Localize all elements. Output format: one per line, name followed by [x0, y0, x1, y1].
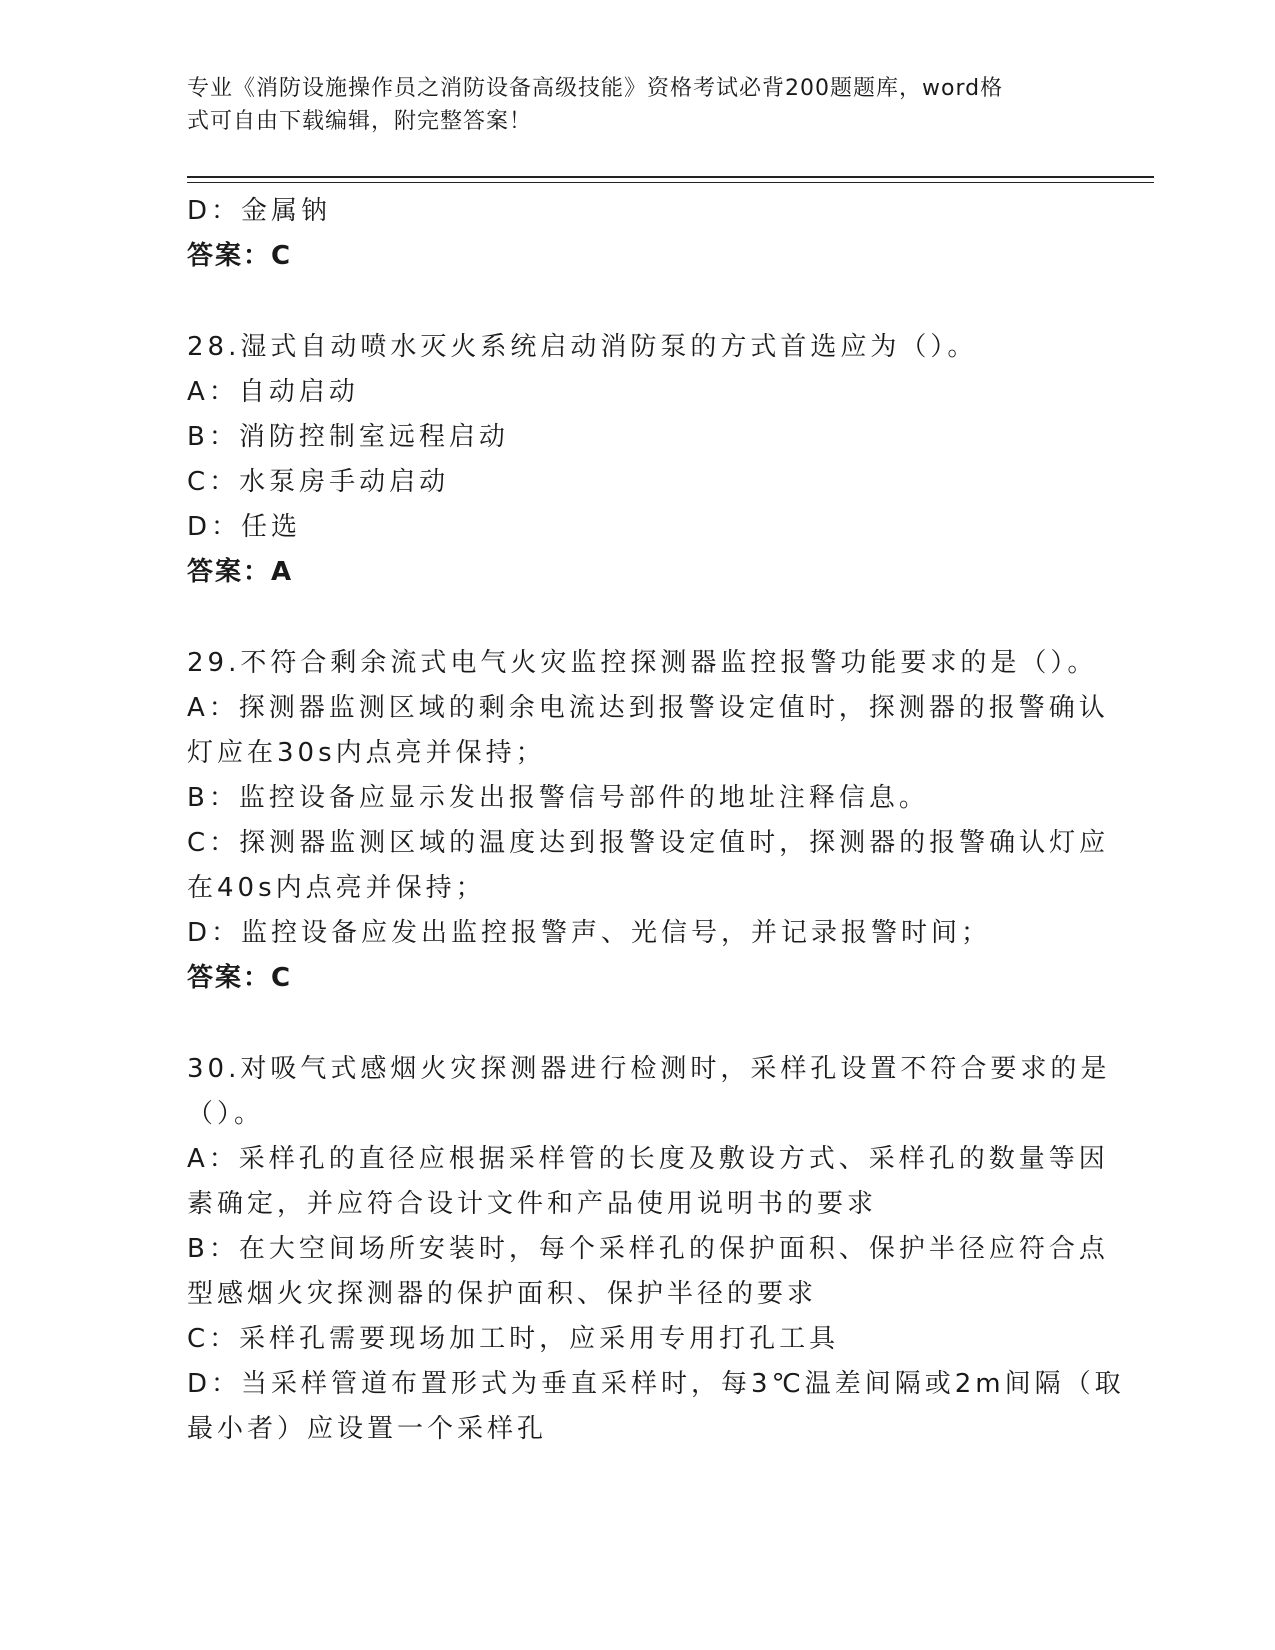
option-b: B：在大空间场所安装时，每个采样孔的保护面积、保护半径应符合点: [187, 1234, 1109, 1264]
option-d: D：当采样管道布置形式为垂直采样时，每3℃温差间隔或2m间隔（取: [187, 1369, 1125, 1399]
option-c: C：水泵房手动启动: [187, 467, 450, 497]
question-29: [187, 641, 1110, 1001]
answer: 答案：A: [187, 557, 294, 587]
question-title: 28.湿式自动喷水灭火系统启动消防泵的方式首选应为（）。: [187, 332, 978, 362]
header-line: 式可自由下载编辑，附完整答案！: [187, 109, 533, 134]
page-header: [187, 72, 1067, 138]
option-a-cont: 灯应在30s内点亮并保持；: [187, 738, 546, 768]
option-c: C：采样孔需要现场加工时，应采用专用打孔工具: [187, 1324, 840, 1354]
option-d-cont: 最小者）应设置一个采样孔: [187, 1414, 548, 1444]
option-a: A：自动启动: [187, 377, 359, 407]
option-a-cont: 素确定，并应符合设计文件和产品使用说明书的要求: [187, 1189, 878, 1219]
option-d: D：监控设备应发出监控报警声、光信号，并记录报警时间；: [187, 918, 992, 948]
option-a: A：探测器监测区域的剩余电流达到报警设定值时，探测器的报警确认: [187, 693, 1109, 723]
answer: 答案：C: [187, 241, 293, 271]
option-c: C：探测器监测区域的温度达到报警设定值时，探测器的报警确认灯应: [187, 828, 1110, 858]
header-divider: [187, 176, 1154, 178]
question-30: [187, 1047, 1125, 1452]
option-a: A：采样孔的直径应根据采样管的长度及敷设方式、采样孔的数量等因: [187, 1144, 1109, 1174]
option-b: B：消防控制室远程启动: [187, 422, 509, 452]
option-d: D：金属钠: [187, 196, 332, 226]
question-28: [187, 325, 1087, 595]
option-c-cont: 在40s内点亮并保持；: [187, 873, 486, 903]
question-title: 30.对吸气式感烟火灾探测器进行检测时，采样孔设置不符合要求的是: [187, 1054, 1111, 1084]
answer: 答案：C: [187, 963, 293, 993]
option-b: B：监控设备应显示发出报警信号部件的地址注释信息。: [187, 783, 929, 813]
header-divider: [187, 182, 1154, 183]
question-title: 29.不符合剩余流式电气火灾监控探测器监控报警功能要求的是（）。: [187, 648, 1098, 678]
question-title-cont: （）。: [187, 1099, 265, 1129]
header-line: 专业《消防设施操作员之消防设备高级技能》资格考试必背200题题库，word格: [187, 76, 1004, 101]
option-b-cont: 型感烟火灾探测器的保护面积、保护半径的要求: [187, 1279, 818, 1309]
option-d: D：任选: [187, 512, 302, 542]
question-list: [187, 189, 1125, 1452]
